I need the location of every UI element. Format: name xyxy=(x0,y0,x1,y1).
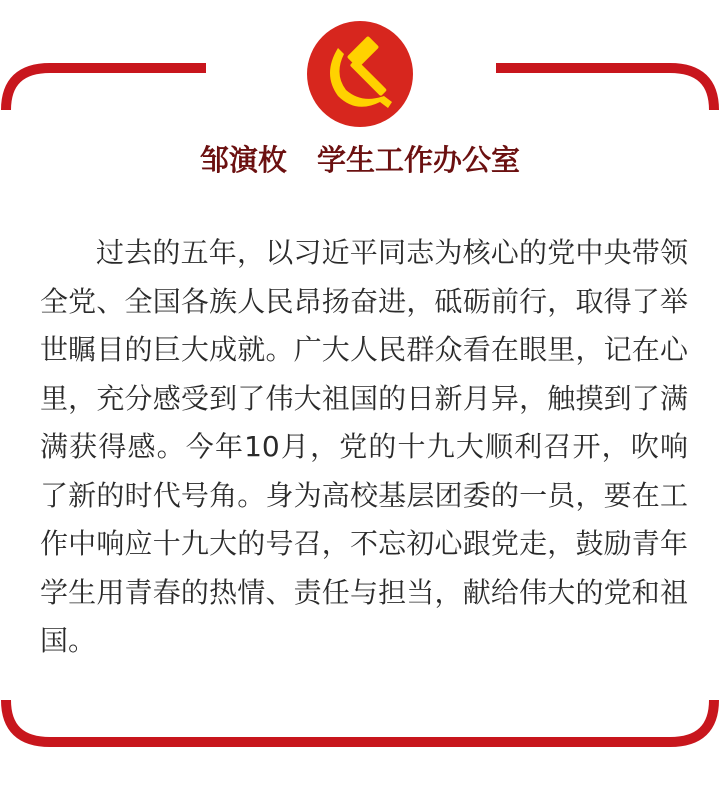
author-line xyxy=(0,138,720,182)
author-office: 学生工作办公室 xyxy=(317,143,521,177)
frame-bottom xyxy=(6,700,714,742)
body-paragraph: 过去的五年，以习近平同志为核心的党中央带领全党、全国各族人民昂扬奋进，砥砺前行，取得了举世瞩目的巨大成就。广大人民群众看在眼里，记在心里，充分感受到了伟大祖国的日新月异，触摸到了满满获得感。今年10月，党的十九大顺利召开，吹响了新的时代号角。身为高校基层团委的一员，要在工作中响应十九大的号召，不忘初心跟党走，鼓励青年学生用青春的热情、责任与担当，献给伟大的党和祖国。 xyxy=(40,236,688,657)
frame-top-left xyxy=(6,68,206,110)
author-name: 邹演枚 xyxy=(199,143,287,177)
frame-top-right xyxy=(496,68,714,110)
party-emblem-icon xyxy=(304,18,416,130)
